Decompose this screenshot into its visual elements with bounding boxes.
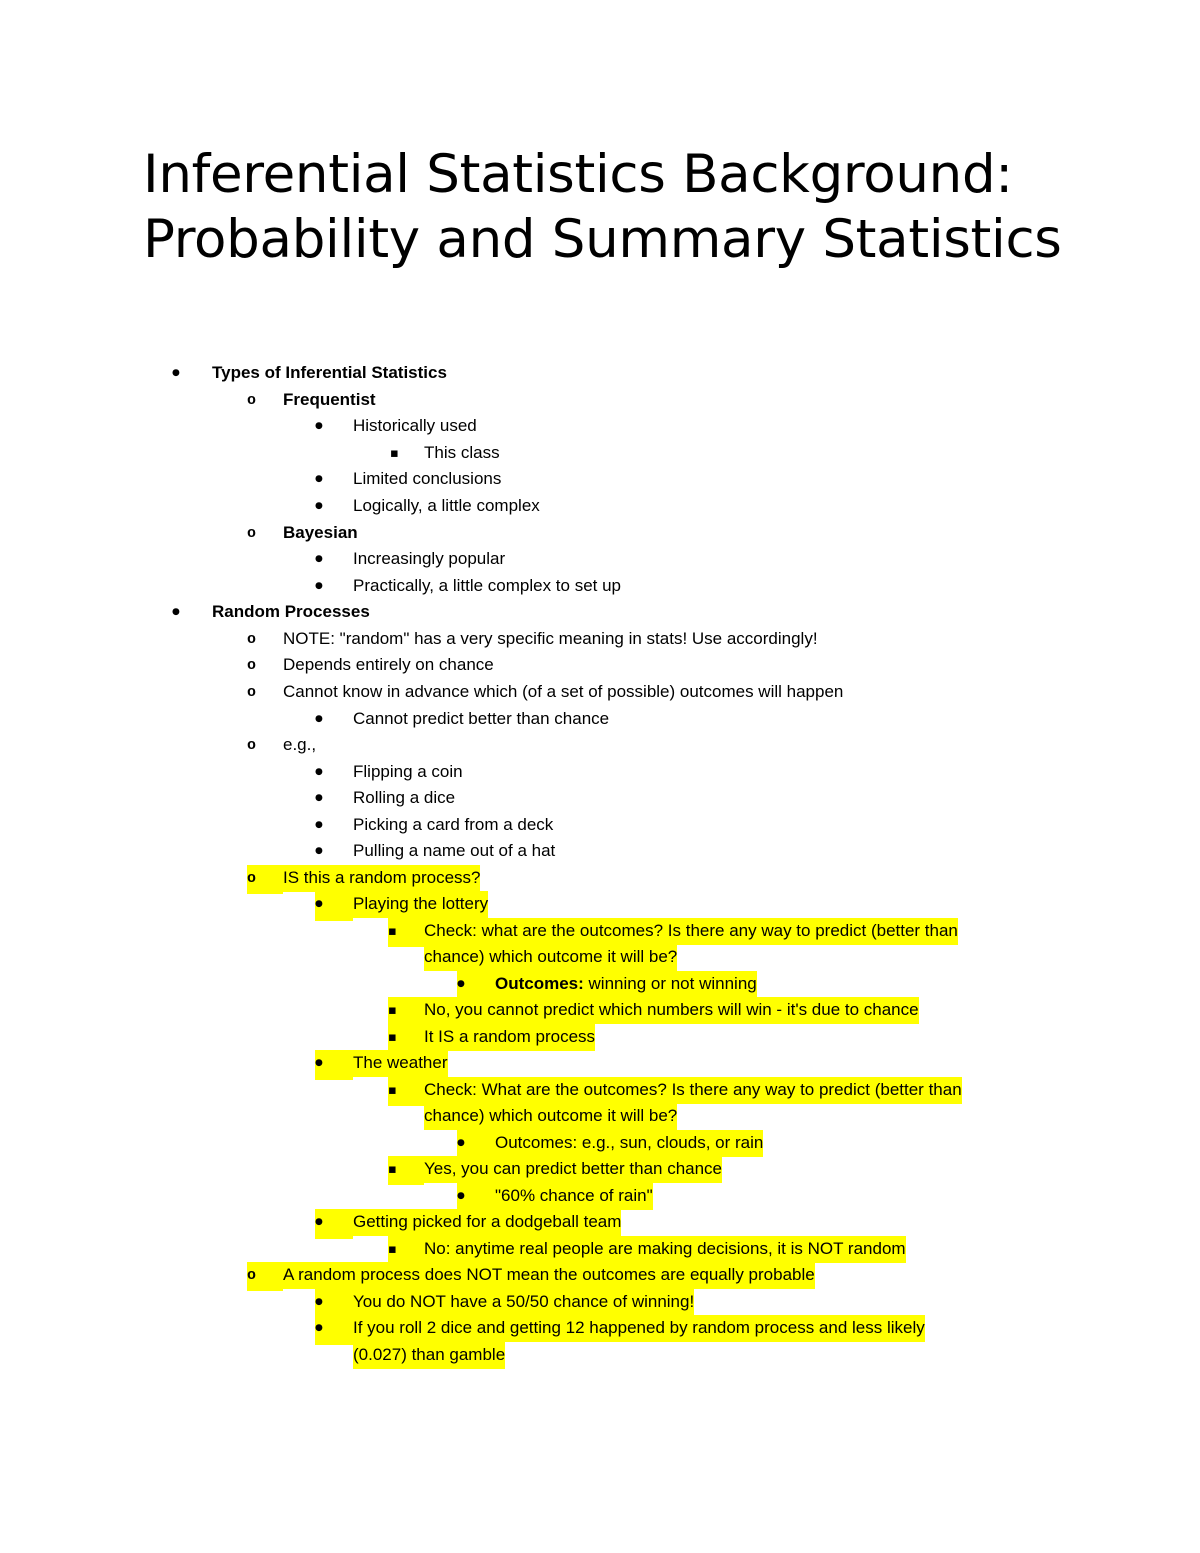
bullet-icon	[315, 706, 323, 736]
circle-bullet-icon	[247, 732, 256, 761]
list-item: Outcomes: e.g., sun, clouds, or rain	[495, 1130, 763, 1157]
circle-bullet-icon	[247, 652, 256, 681]
square-bullet-icon	[388, 1236, 424, 1265]
bullet-icon	[315, 1315, 353, 1345]
list-item-continuation: chance) which outcome it will be?	[424, 1103, 677, 1130]
list-item: IS this a random process?	[283, 865, 480, 892]
list-item: Picking a card from a deck	[353, 815, 554, 834]
list-item: This class	[424, 443, 500, 462]
list-item: Depends entirely on chance	[283, 655, 494, 674]
circle-bullet-icon	[247, 1262, 283, 1291]
list-item: "60% chance of rain"	[495, 1183, 653, 1210]
list-item: e.g.,	[283, 735, 317, 754]
bullet-icon	[172, 360, 180, 390]
list-item: Playing the lottery	[353, 891, 488, 918]
list-item: Historically used	[353, 416, 477, 435]
list-item: Frequentist	[283, 390, 376, 409]
square-bullet-icon	[388, 1024, 424, 1053]
list-item: Check: what are the outcomes? Is there any way to predict (better than	[424, 918, 958, 945]
outcomes-label: Outcomes:	[495, 974, 584, 993]
bullet-icon	[172, 599, 180, 629]
circle-bullet-icon	[247, 520, 256, 549]
list-item: No, you cannot predict which numbers will win - it's due to chance	[424, 997, 919, 1024]
circle-bullet-icon	[247, 387, 256, 416]
list-item: A random process does NOT mean the outcomes are equally probable	[283, 1262, 815, 1289]
list-item: Limited conclusions	[353, 469, 502, 488]
bullet-icon	[315, 785, 323, 815]
list-item-continuation: (0.027) than gamble	[353, 1342, 505, 1369]
outcomes-text: winning or not winning	[583, 974, 757, 993]
square-bullet-icon	[388, 997, 424, 1026]
list-item	[495, 971, 757, 998]
list-item: Cannot know in advance which (of a set of possible) outcomes will happen	[283, 682, 844, 701]
list-item: Rolling a dice	[353, 788, 456, 807]
list-item: Bayesian	[283, 523, 358, 542]
list-item: NOTE: "random" has a very specific meaning in stats! Use accordingly!	[283, 629, 818, 648]
circle-bullet-icon	[247, 626, 256, 655]
bullet-icon	[315, 493, 323, 523]
list-item: Pulling a name out of a hat	[353, 841, 556, 860]
square-bullet-icon	[390, 440, 399, 469]
bullet-icon	[315, 891, 353, 921]
list-item: You do NOT have a 50/50 chance of winning!	[353, 1289, 694, 1316]
list-item: Check: What are the outcomes? Is there any way to predict (better than	[424, 1077, 962, 1104]
bullet-icon	[315, 838, 323, 868]
square-bullet-icon	[388, 918, 424, 947]
bullet-icon	[315, 1050, 353, 1080]
list-item: No: anytime real people are making decisions, it is NOT random	[424, 1236, 906, 1263]
list-item: It IS a random process	[424, 1024, 595, 1051]
square-bullet-icon	[388, 1156, 424, 1185]
list-item: Logically, a little complex	[353, 496, 540, 515]
bullet-icon	[315, 1209, 353, 1239]
list-item: Flipping a coin	[353, 762, 463, 781]
list-item: Random Processes	[212, 602, 370, 621]
list-item: The weather	[353, 1050, 448, 1077]
bullet-icon	[315, 413, 323, 443]
list-item: Cannot predict better than chance	[353, 709, 610, 728]
list-item: Increasingly popular	[353, 549, 506, 568]
list-item: If you roll 2 dice and getting 12 happened by random process and less likely	[353, 1315, 925, 1342]
list-item: Types of Inferential Statistics	[212, 363, 447, 382]
list-item: Yes, you can predict better than chance	[424, 1156, 722, 1183]
circle-bullet-icon	[247, 679, 256, 708]
circle-bullet-icon	[247, 865, 283, 894]
page-title: Inferential Statistics Background: Probability and Summary Statistics	[143, 144, 1062, 270]
list-item: Getting picked for a dodgeball team	[353, 1209, 621, 1236]
bullet-icon	[315, 546, 323, 576]
list-item-continuation: chance) which outcome it will be?	[424, 944, 677, 971]
bullet-icon	[315, 466, 323, 496]
square-bullet-icon	[388, 1077, 424, 1106]
list-item: Practically, a little complex to set up	[353, 576, 622, 595]
